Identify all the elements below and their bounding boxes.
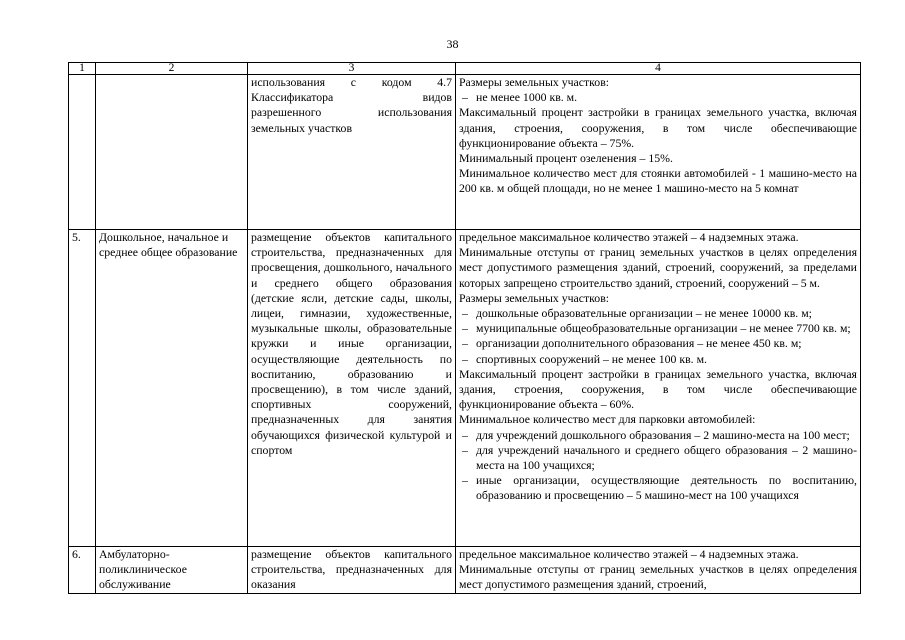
use-parameters [456, 75, 861, 230]
column-header-4: 4 [456, 63, 861, 75]
use-name: Дошкольное, начальное и среднее общее образование [96, 230, 248, 547]
use-parameters [456, 547, 861, 594]
parameter-text: для учреждений начального и среднего общего образования – 2 машино-места на 100 учащихся; [476, 442, 857, 473]
parameter-text: для учреждений дошкольного образования – 2 машино-места на 100 мест; [476, 427, 850, 442]
parameter-paragraph: Размеры земельных участков: [459, 75, 610, 89]
use-name: Амбулаторно-поликлиническое обслуживание [96, 547, 248, 594]
parameter-paragraph: Минимальные отступы от границ земельных участков в целях определения мест допустимого размещения зданий, строений, [459, 562, 857, 592]
list-dash: – [462, 321, 468, 336]
parameter-text: дошкольные образовательные организации – не менее 10000 кв. м; [476, 306, 812, 321]
use-description: размещение объектов капитального строительства, предназначенных для оказания [248, 547, 456, 594]
row-number [69, 75, 96, 230]
use-name [96, 75, 248, 230]
table-header-row [69, 63, 861, 75]
use-description: размещение объектов капитального строительства, предназначенных для просвещения, дошкольного, начального и среднего общего образования (детские ясли, детские сады, школы, лицеи, гимназии, художественные, музыкальные школы, образовательные кружки и иные организации, осуществляющие деятельность по воспитанию, образованию и просвещению), в том числе зданий, спортивных сооружений, предназначенных для занятия обучающихся физической культурой и спортом [248, 230, 456, 547]
list-dash: – [462, 427, 468, 442]
parameter-paragraph: предельное максимальное количество этажей – 4 надземных этажа. [459, 230, 799, 244]
list-dash: – [462, 336, 468, 351]
description-line: использования с кодом 4.7 [251, 75, 452, 89]
parameter-list-item [459, 321, 857, 336]
list-dash: – [462, 442, 468, 457]
parameter-text: иные организации, осуществляющие деятельность по воспитанию, образованию и просвещению – 5 машино-мест на 100 учащихся [476, 473, 857, 503]
row-number: 6. [69, 547, 96, 594]
use-description [248, 75, 456, 230]
table-row [69, 230, 861, 547]
parameter-text: не менее 1000 кв. м. [476, 90, 578, 105]
parameter-list-item [459, 336, 857, 351]
description-line: разрешенного использования [251, 105, 452, 120]
column-header-2: 2 [96, 63, 248, 75]
list-dash: – [462, 473, 468, 488]
parameter-list-item [459, 428, 857, 443]
description-line: Классификатора видов [251, 90, 452, 105]
parameter-list-item [459, 443, 857, 473]
list-dash: – [462, 90, 468, 105]
parameter-paragraph: предельное максимальное количество этажей – 4 надземных этажа. [459, 547, 799, 561]
list-dash: – [462, 351, 468, 366]
parameter-paragraph: Минимальные отступы от границ земельных участков в целях определения мест допустимого размещения зданий, строений, сооружений, за пределами которых запрещено строительство зданий, строений, сооружений – 5 м. [459, 245, 857, 290]
parameter-list-item [459, 473, 857, 503]
parameter-text: организации дополнительного образования – не менее 450 кв. м; [476, 336, 802, 351]
parameter-text: спортивных сооружений – не менее 100 кв. м. [476, 351, 707, 366]
column-header-3: 3 [248, 63, 456, 75]
parameter-paragraph: Максимальный процент застройки в границах земельного участка, включая здания, строения, сооружения, в том числе обеспечивающие функционирование объекта – 60%. [459, 366, 857, 412]
list-dash: – [462, 306, 468, 321]
parameter-paragraph: Минимальное количество мест для парковки автомобилей: [459, 412, 756, 427]
row-number: 5. [69, 230, 96, 547]
parameter-paragraph: Минимальное количество мест для стоянки автомобилей - 1 машино-место на 200 кв. м общей площади, но не менее 1 машино-место на 5 комнат [459, 166, 857, 196]
parameter-list-item [459, 352, 857, 367]
table-row [69, 75, 861, 230]
parameter-paragraph: Размеры земельных участков: [459, 290, 610, 305]
parameter-paragraph: Максимальный процент застройки в границах земельного участка, включая здания, строения, сооружения, в том числе обеспечивающие функционирование объекта – 75%. [459, 105, 857, 150]
zoning-table [68, 62, 861, 594]
parameter-list-item [459, 90, 857, 105]
table-row [69, 547, 861, 594]
description-line: земельных участков [251, 120, 353, 135]
parameter-text: муниципальные общеобразовательные организации – не менее 7700 кв. м; [476, 321, 851, 336]
page-number: 38 [446, 37, 459, 51]
parameter-paragraph: Минимальный процент озеленения – 15%. [459, 151, 673, 166]
column-header-1: 1 [69, 63, 96, 75]
parameter-list-item [459, 306, 857, 321]
use-parameters [456, 230, 861, 547]
